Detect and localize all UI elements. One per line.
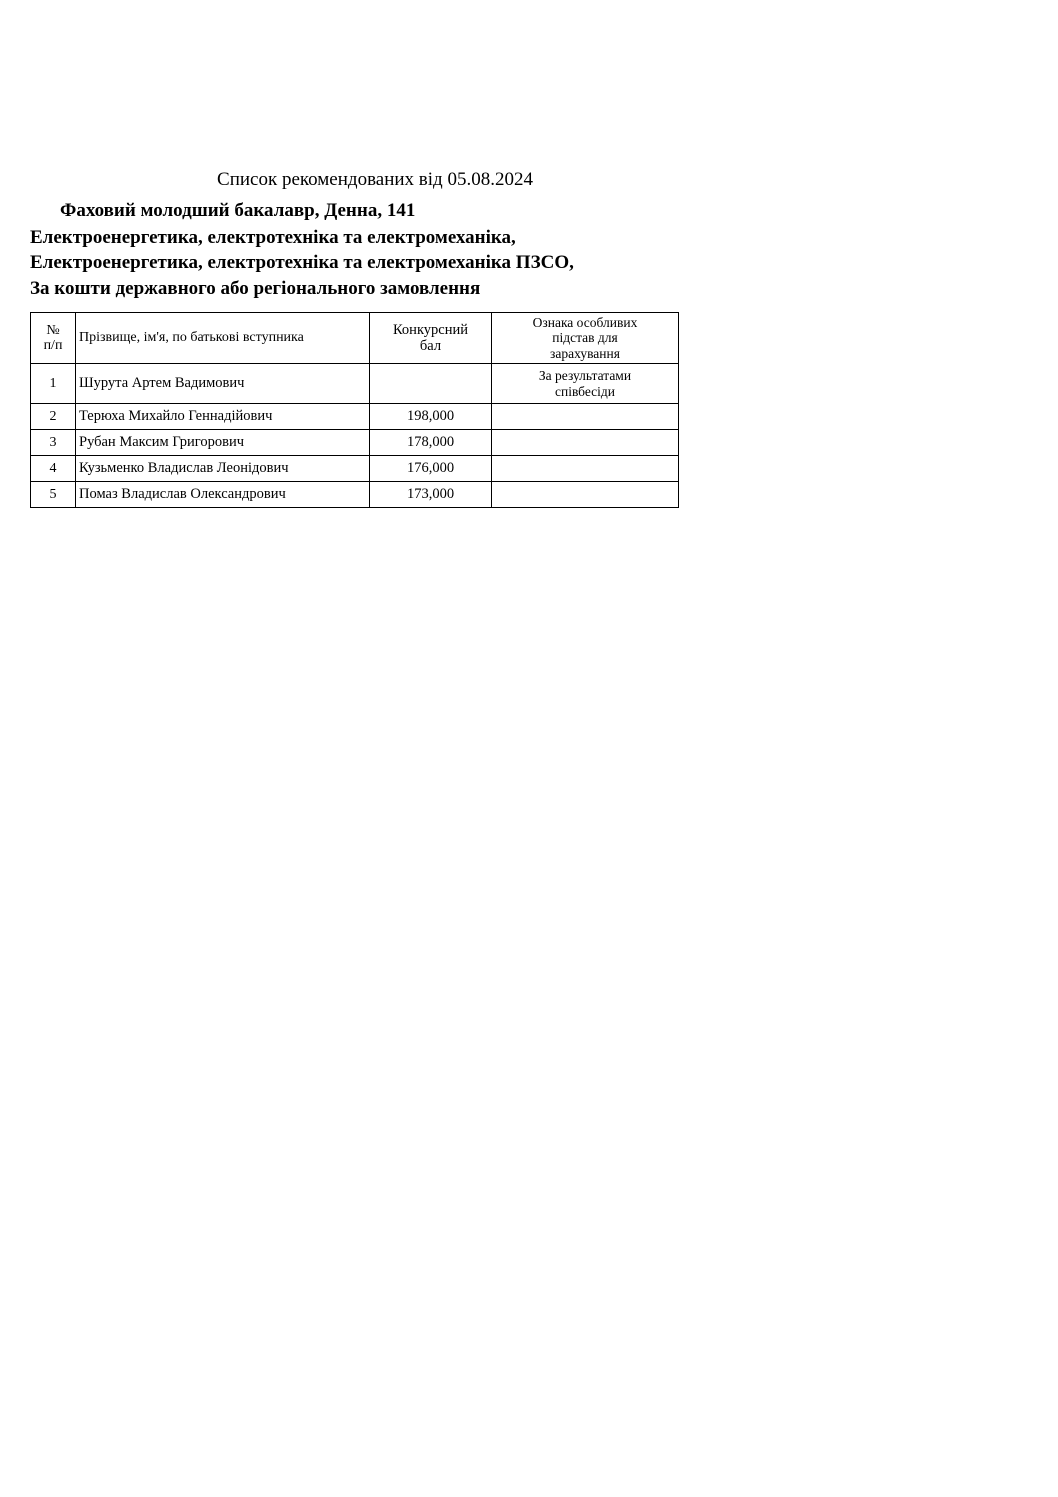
- row-applicant-name: Рубан Максим Григорович: [76, 430, 370, 456]
- table-row: [31, 456, 679, 482]
- row-note-line-2: співбесіди: [554, 383, 616, 399]
- row-note: [492, 456, 679, 482]
- column-header-number-line-1: №: [46, 322, 60, 338]
- column-header-note-line-2: підстав для: [552, 330, 618, 346]
- row-number: 2: [31, 404, 76, 430]
- table-row: [31, 482, 679, 508]
- table-header: [31, 312, 679, 364]
- column-header-name: Прізвище, ім'я, по батькові вступника: [76, 312, 370, 364]
- program-heading: [30, 225, 710, 302]
- row-note: [492, 404, 679, 430]
- row-applicant-name: Терюха Михайло Геннадійович: [76, 404, 370, 430]
- document-title: Список рекомендованих від 05.08.2024: [217, 169, 533, 190]
- row-applicant-name: Кузьменко Владислав Леонідович: [76, 456, 370, 482]
- row-number: 4: [31, 456, 76, 482]
- row-note: [492, 482, 679, 508]
- table-row: [31, 404, 679, 430]
- column-header-score-line-2: бал: [419, 338, 442, 355]
- row-score: 198,000: [370, 404, 492, 430]
- table-body: [31, 364, 679, 508]
- column-header-note-line-1: Ознака особливих: [532, 314, 638, 330]
- row-note: [492, 430, 679, 456]
- table-row: [31, 364, 679, 404]
- program-heading-line-3: За кошти державного або регіонального замовлення: [30, 278, 481, 300]
- table-row: [31, 430, 679, 456]
- table-header-row: [31, 312, 679, 364]
- column-header-note-line-3: зарахування: [550, 345, 620, 361]
- column-header-score: [370, 312, 492, 364]
- program-heading-line-1: Електроенергетика, електротехніка та електромеханіка,: [30, 226, 516, 248]
- recommended-applicants-table: [30, 312, 679, 509]
- row-number: 1: [31, 364, 76, 404]
- document-content: [30, 168, 710, 508]
- row-score: 176,000: [370, 456, 492, 482]
- row-note: [492, 364, 679, 404]
- row-score: 178,000: [370, 430, 492, 456]
- row-note-line-1: За результатами: [538, 368, 632, 384]
- row-number: 3: [31, 430, 76, 456]
- column-header-note: [492, 312, 679, 364]
- document-subtitle: Фаховий молодший бакалавр, Денна, 141: [60, 199, 416, 221]
- row-score: 173,000: [370, 482, 492, 508]
- row-score: [370, 364, 492, 404]
- row-applicant-name: Помаз Владислав Олександрович: [76, 482, 370, 508]
- row-applicant-name: Шурута Артем Вадимович: [76, 364, 370, 404]
- column-header-number-line-2: п/п: [43, 338, 63, 354]
- row-number: 5: [31, 482, 76, 508]
- program-heading-line-2: Електроенергетика, електротехніка та електромеханіка ПЗСО,: [30, 252, 574, 274]
- column-header-number: [31, 312, 76, 364]
- column-header-score-line-1: Конкурсний: [392, 321, 468, 338]
